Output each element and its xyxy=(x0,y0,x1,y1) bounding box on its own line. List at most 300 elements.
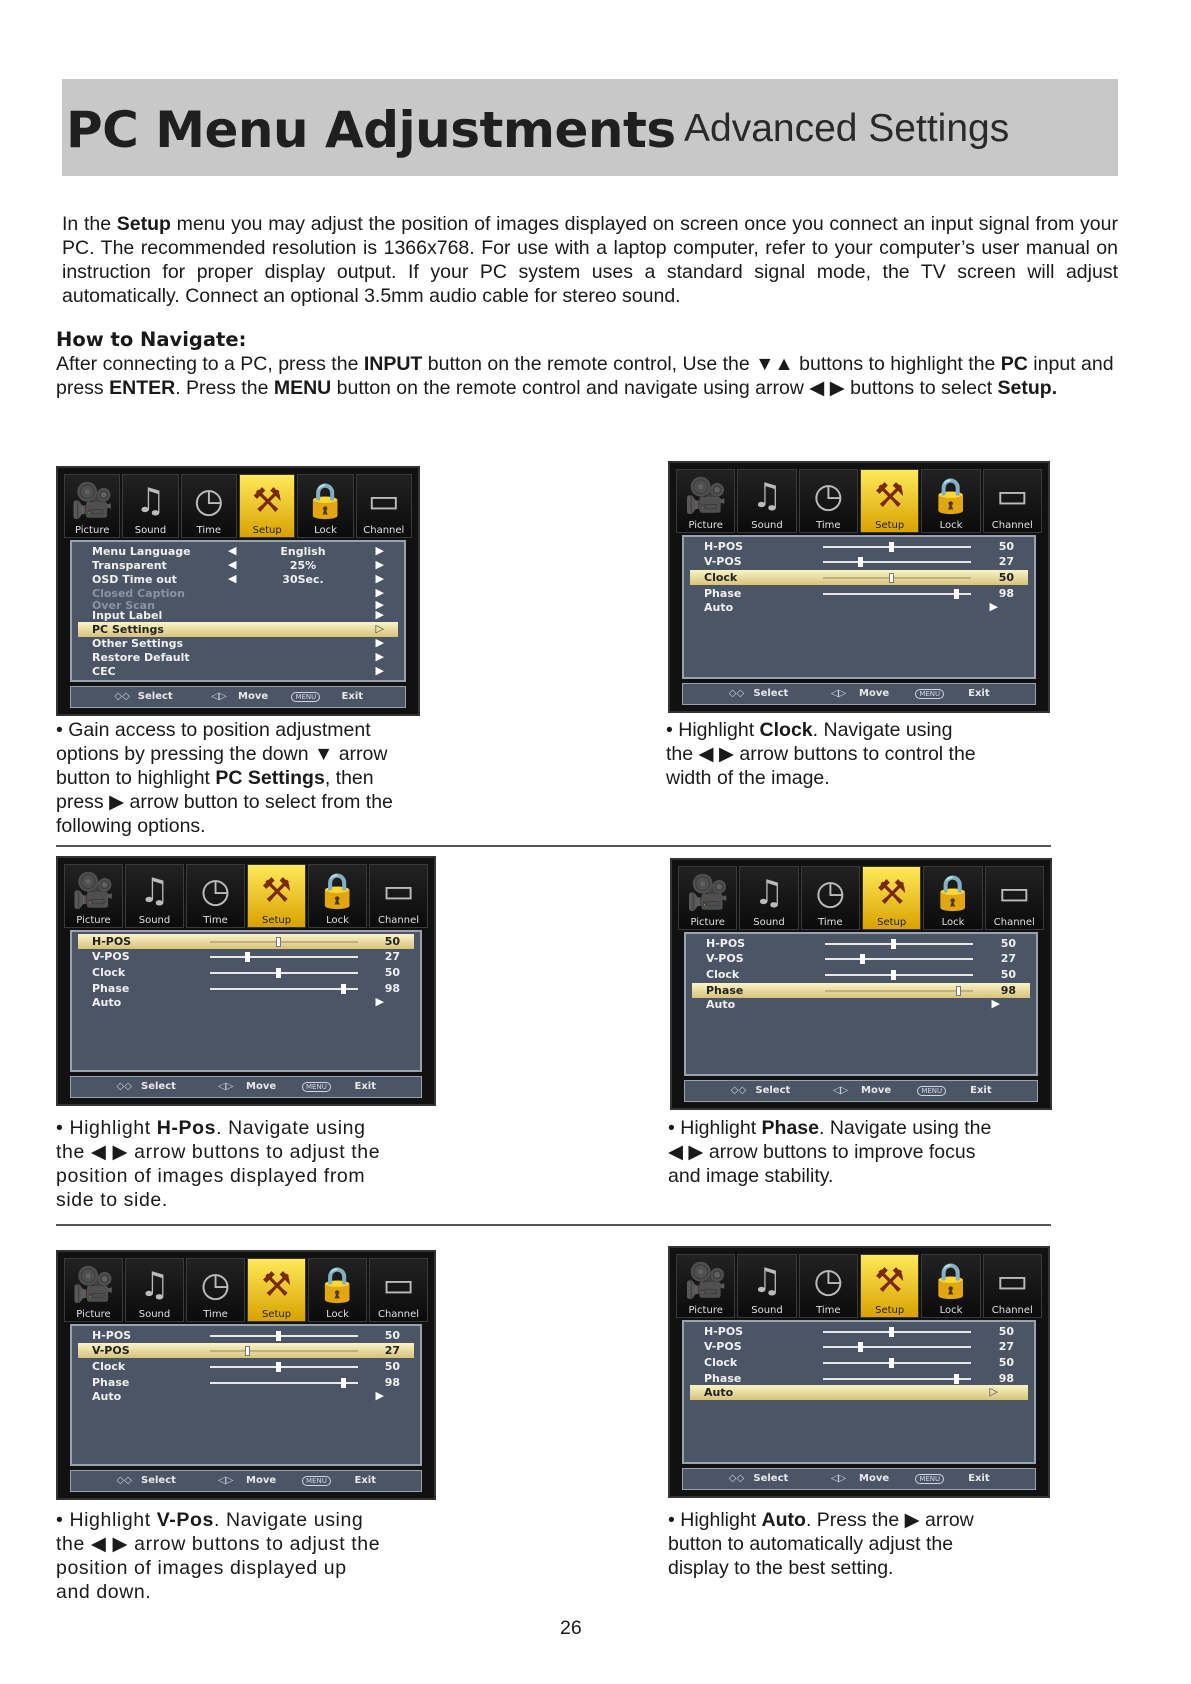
footer-move: Move xyxy=(859,688,890,699)
pc-settings-hpos-screen xyxy=(56,856,436,1106)
clock-row[interactable] xyxy=(78,1359,414,1374)
vpos-row[interactable] xyxy=(692,951,1030,966)
phase-slider-track[interactable] xyxy=(823,593,971,595)
tab-time[interactable] xyxy=(799,1254,858,1318)
footer-select: Select xyxy=(141,1081,176,1092)
hpos-slider-thumb[interactable] xyxy=(891,939,896,949)
tab-channel[interactable] xyxy=(356,474,412,538)
setup-menu-item[interactable] xyxy=(78,636,398,651)
how-to-navigate-text: After connecting to a PC, press the INPUT button on the remote control, Use the ▼▲ buttons to highlight the PC input and press ENTER. Press the MENU button on the remote control and navigate using arrow ◀ ▶ buttons to select Setup. xyxy=(56,353,1114,399)
setup-menu-item-label: CEC xyxy=(92,665,116,678)
auto-row[interactable] xyxy=(692,997,1030,1012)
phase-label: Phase xyxy=(92,1376,130,1389)
right-arrow-icon: ▷ xyxy=(375,622,384,635)
vpos-value: 27 xyxy=(998,1340,1014,1353)
footer-select: Select xyxy=(755,1085,791,1096)
tab-sound[interactable] xyxy=(739,866,798,930)
phase-value: 98 xyxy=(998,1372,1014,1385)
hpos-slider-track[interactable] xyxy=(210,941,358,943)
menu-footer xyxy=(682,683,1036,705)
right-arrow-icon: ▶ xyxy=(991,997,1000,1010)
camera-icon: 🎥 xyxy=(684,1261,727,1301)
setup-menu-item[interactable] xyxy=(78,664,398,679)
clock-value: 50 xyxy=(384,966,400,979)
tab-picture[interactable] xyxy=(676,469,735,533)
tools-icon: ⚒ xyxy=(261,871,292,911)
tab-label: Lock xyxy=(941,917,965,928)
hpos-value: 50 xyxy=(384,935,400,948)
tab-channel[interactable] xyxy=(369,864,428,928)
caption-pc-settings: • Gain access to position adjustment options by pressing the down ▼ arrow button to highlight PC Settings, then press ▶ arrow button to select from the following options. xyxy=(56,719,393,837)
hpos-slider-thumb[interactable] xyxy=(889,1327,894,1337)
hpos-row[interactable] xyxy=(78,934,414,949)
footer-move: Move xyxy=(238,691,269,702)
vpos-slider-track[interactable] xyxy=(210,956,358,958)
vpos-slider-thumb[interactable] xyxy=(858,557,863,567)
tab-time[interactable] xyxy=(186,1258,245,1322)
hpos-value: 50 xyxy=(998,540,1014,553)
tab-sound[interactable] xyxy=(125,1258,184,1322)
setup-menu-item-label: Closed Caption xyxy=(92,587,185,600)
tab-label: Time xyxy=(816,1305,841,1316)
hpos-slider-thumb[interactable] xyxy=(276,937,281,947)
menu-tab-bar xyxy=(64,864,428,928)
clock-slider-track[interactable] xyxy=(210,1366,358,1368)
footer-select: Select xyxy=(137,691,173,702)
phase-row[interactable] xyxy=(692,983,1030,998)
tab-lock[interactable] xyxy=(923,866,982,930)
tab-setup[interactable] xyxy=(239,474,295,538)
move-keys-icon: ◁▷ xyxy=(832,1085,849,1096)
padlock-icon: 🔒 xyxy=(304,481,347,521)
clock-slider-thumb[interactable] xyxy=(889,1358,894,1368)
tab-lock[interactable] xyxy=(921,469,980,533)
menu-key-icon: MENU xyxy=(915,689,944,699)
auto-label: Auto xyxy=(706,998,736,1011)
clock-label: Clock xyxy=(704,1356,738,1369)
page-title: PC Menu Adjustments xyxy=(66,101,676,159)
tab-label: Lock xyxy=(939,520,963,531)
camera-icon: 🎥 xyxy=(684,476,727,516)
auto-label: Auto xyxy=(704,1386,734,1399)
monitor-icon: ▭ xyxy=(996,1261,1029,1301)
music-note-icon: ♫ xyxy=(751,476,783,516)
clock-slider-track[interactable] xyxy=(823,1362,971,1364)
menu-tab-bar xyxy=(676,469,1042,533)
setup-menu-item-label: Over Scan xyxy=(92,599,155,612)
left-arrow-icon: ◀ xyxy=(228,558,237,571)
menu-key-icon: MENU xyxy=(302,1082,331,1092)
right-arrow-icon: ▶ xyxy=(375,650,384,663)
menu-panel xyxy=(682,535,1036,679)
tab-picture[interactable] xyxy=(676,1254,735,1318)
monitor-icon: ▭ xyxy=(367,481,400,521)
phase-slider-track[interactable] xyxy=(210,1382,358,1384)
tab-sound[interactable] xyxy=(125,864,184,928)
clock-label: Clock xyxy=(704,571,738,584)
vpos-slider-thumb[interactable] xyxy=(858,1342,863,1352)
monitor-icon: ▭ xyxy=(382,871,415,911)
tab-label: Setup xyxy=(252,525,282,536)
auto-label: Auto xyxy=(92,1390,122,1403)
clock-value: 50 xyxy=(384,1360,400,1373)
tab-label: Time xyxy=(816,520,841,531)
tab-label: Picture xyxy=(76,1309,111,1320)
vpos-label: V-POS xyxy=(92,1344,130,1357)
pc-settings-phase-screen xyxy=(670,858,1052,1110)
how-to-navigate-heading: How to Navigate: xyxy=(56,328,247,351)
tab-channel[interactable] xyxy=(983,469,1042,533)
hpos-label: H-POS xyxy=(704,540,744,553)
hpos-label: H-POS xyxy=(92,1329,132,1342)
tab-picture[interactable] xyxy=(64,1258,123,1322)
clock-row[interactable] xyxy=(690,1355,1028,1370)
tab-label: Channel xyxy=(363,525,405,536)
tab-picture[interactable] xyxy=(678,866,737,930)
auto-label: Auto xyxy=(704,601,734,614)
tab-label: Picture xyxy=(688,520,723,531)
hpos-row[interactable] xyxy=(78,1328,414,1343)
phase-row[interactable] xyxy=(78,981,414,996)
phase-row[interactable] xyxy=(690,1371,1028,1386)
clock-row[interactable] xyxy=(692,967,1030,982)
padlock-icon: 🔒 xyxy=(931,873,975,913)
right-arrow-icon: ▶ xyxy=(375,608,384,621)
hpos-row[interactable] xyxy=(692,936,1030,951)
footer-move: Move xyxy=(859,1473,890,1484)
monitor-icon: ▭ xyxy=(996,476,1029,516)
tab-label: Setup xyxy=(877,917,907,928)
setup-menu-item[interactable] xyxy=(78,572,398,587)
padlock-icon: 🔒 xyxy=(316,871,359,911)
clock-icon: ◷ xyxy=(200,871,231,911)
tab-lock[interactable] xyxy=(308,864,367,928)
caption-hpos: • Highlight H-Pos. Navigate using the ◀ ▶ arrow buttons to adjust the position of images displayed from side to side. xyxy=(56,1117,381,1211)
caption-vpos: • Highlight V-Pos. Navigate using the ◀ ▶ arrow buttons to adjust the position of images displayed up and down. xyxy=(56,1509,381,1603)
music-note-icon: ♫ xyxy=(753,873,785,913)
menu-tab-bar xyxy=(64,1258,428,1322)
footer-move: Move xyxy=(861,1085,892,1096)
page-number: 26 xyxy=(560,1617,582,1639)
right-arrow-icon: ▶ xyxy=(375,995,384,1008)
vpos-slider-track[interactable] xyxy=(823,1346,971,1348)
clock-value: 50 xyxy=(1000,968,1016,981)
phase-row[interactable] xyxy=(78,1375,414,1390)
footer-exit: Exit xyxy=(354,1475,376,1486)
vpos-row[interactable] xyxy=(690,1339,1028,1354)
tab-channel[interactable] xyxy=(985,866,1044,930)
right-arrow-icon: ▶ xyxy=(375,598,384,611)
menu-panel xyxy=(70,540,406,682)
move-keys-icon: ◁▷ xyxy=(830,688,847,699)
clock-value: 50 xyxy=(998,1356,1014,1369)
divider xyxy=(56,1224,1051,1226)
phase-slider-thumb[interactable] xyxy=(956,986,961,996)
tools-icon: ⚒ xyxy=(876,873,907,913)
left-arrow-icon: ◀ xyxy=(228,544,237,557)
caption-phase: • Highlight Phase. Navigate using the ◀ ▶ arrow buttons to improve focus and image stability. xyxy=(668,1117,992,1187)
clock-row[interactable] xyxy=(690,570,1028,585)
tab-label: Setup xyxy=(261,1309,292,1320)
phase-label: Phase xyxy=(92,982,130,995)
phase-row[interactable] xyxy=(690,586,1028,601)
clock-icon: ◷ xyxy=(193,481,224,521)
footer-move: Move xyxy=(246,1475,277,1486)
tab-label: Channel xyxy=(991,1305,1033,1316)
vpos-slider-track[interactable] xyxy=(823,561,971,563)
tab-channel[interactable] xyxy=(983,1254,1042,1318)
tab-label: Picture xyxy=(690,917,725,928)
setup-menu-item-label: Restore Default xyxy=(92,651,190,664)
tab-label: Channel xyxy=(377,1309,420,1320)
menu-panel xyxy=(70,1324,422,1466)
clock-row[interactable] xyxy=(78,965,414,980)
clock-slider-thumb[interactable] xyxy=(276,968,281,978)
clock-icon: ◷ xyxy=(813,476,844,516)
tab-label: Sound xyxy=(134,525,167,536)
tab-time[interactable] xyxy=(801,866,860,930)
select-keys-icon: ◇◇ xyxy=(116,1475,132,1486)
pc-settings-vpos-screen xyxy=(56,1250,436,1500)
move-keys-icon: ◁▷ xyxy=(830,1473,847,1484)
tab-label: Picture xyxy=(688,1305,723,1316)
divider xyxy=(56,845,1051,847)
hpos-slider-thumb[interactable] xyxy=(889,542,894,552)
setup-menu-item-label: Menu Language xyxy=(92,545,191,558)
menu-key-icon: MENU xyxy=(917,1086,946,1096)
menu-footer xyxy=(70,1076,422,1098)
page-subtitle: Advanced Settings xyxy=(684,107,1010,150)
camera-icon: 🎥 xyxy=(686,873,729,913)
tab-setup[interactable] xyxy=(247,864,306,928)
tab-label: Setup xyxy=(261,915,292,926)
phase-slider-track[interactable] xyxy=(823,1378,971,1380)
clock-slider-thumb[interactable] xyxy=(276,1362,281,1372)
tab-label: Sound xyxy=(138,915,171,926)
vpos-row[interactable] xyxy=(690,554,1028,569)
setup-menu-item-label: Transparent xyxy=(92,559,167,572)
menu-key-icon: MENU xyxy=(915,1474,944,1484)
select-keys-icon: ◇◇ xyxy=(728,688,745,699)
tab-label: Time xyxy=(196,525,222,536)
footer-select: Select xyxy=(753,688,789,699)
tools-icon: ⚒ xyxy=(261,1265,292,1305)
setup-menu-item[interactable] xyxy=(78,650,398,665)
padlock-icon: 🔒 xyxy=(929,476,973,516)
hpos-slider-track[interactable] xyxy=(825,943,973,945)
tab-setup[interactable] xyxy=(860,469,919,533)
right-arrow-icon: ▶ xyxy=(375,1389,384,1402)
pc-settings-auto-screen xyxy=(668,1246,1050,1498)
vpos-value: 27 xyxy=(1000,952,1016,965)
tab-picture[interactable] xyxy=(64,474,120,538)
auto-row[interactable] xyxy=(690,600,1028,615)
tab-lock[interactable] xyxy=(308,1258,367,1322)
footer-exit: Exit xyxy=(970,1085,992,1096)
tools-icon: ⚒ xyxy=(874,1261,905,1301)
menu-footer xyxy=(70,1470,422,1492)
menu-tab-bar xyxy=(676,1254,1042,1318)
clock-slider-thumb[interactable] xyxy=(889,573,894,583)
footer-exit: Exit xyxy=(968,688,990,699)
setup-menu-item-label: OSD Time out xyxy=(92,573,177,586)
footer-exit: Exit xyxy=(968,1473,990,1484)
tab-setup[interactable] xyxy=(860,1254,919,1318)
vpos-value: 27 xyxy=(384,950,400,963)
tab-label: Channel xyxy=(377,915,420,926)
padlock-icon: 🔒 xyxy=(929,1261,973,1301)
camera-icon: 🎥 xyxy=(72,1265,115,1305)
vpos-slider-thumb[interactable] xyxy=(245,952,250,962)
select-keys-icon: ◇◇ xyxy=(116,1081,132,1092)
right-arrow-icon: ▶ xyxy=(375,544,384,557)
setup-menu-item-value: 25% xyxy=(289,559,317,572)
phase-slider-thumb[interactable] xyxy=(341,1378,346,1388)
vpos-label: V-POS xyxy=(704,555,742,568)
monitor-icon: ▭ xyxy=(382,1265,415,1305)
move-keys-icon: ◁▷ xyxy=(218,1081,234,1092)
tab-label: Lock xyxy=(326,915,349,926)
auto-row[interactable] xyxy=(690,1385,1028,1400)
clock-slider-track[interactable] xyxy=(210,972,358,974)
setup-menu-item[interactable] xyxy=(78,558,398,573)
tab-picture[interactable] xyxy=(64,864,123,928)
tab-label: Sound xyxy=(753,917,785,928)
vpos-slider-track[interactable] xyxy=(825,958,973,960)
intro-paragraph: In the Setup menu you may adjust the position of images displayed on screen once you connect an input signal from your PC. The recommended resolution is 1366x768. For use with a laptop computer, refer to your computer’s user manual on instruction for proper display output. If your PC system uses a standard signal mode, the TV screen will adjust automatically. Connect an optional 3.5mm audio cable for stereo sound. xyxy=(62,213,1118,307)
phase-value: 98 xyxy=(384,1376,400,1389)
hpos-value: 50 xyxy=(1000,937,1016,950)
phase-label: Phase xyxy=(704,1372,742,1385)
tab-sound[interactable] xyxy=(122,474,178,538)
phase-slider-track[interactable] xyxy=(210,988,358,990)
tab-label: Time xyxy=(203,915,228,926)
auto-row[interactable] xyxy=(78,1389,414,1404)
auto-label: Auto xyxy=(92,996,122,1009)
vpos-slider-track[interactable] xyxy=(210,1350,358,1352)
right-arrow-icon: ▶ xyxy=(375,664,384,677)
tab-lock[interactable] xyxy=(921,1254,980,1318)
setup-menu-item[interactable] xyxy=(78,622,398,637)
clock-label: Clock xyxy=(92,966,126,979)
tab-time[interactable] xyxy=(799,469,858,533)
tab-label: Time xyxy=(203,1309,228,1320)
phase-slider-thumb[interactable] xyxy=(954,589,959,599)
tab-setup[interactable] xyxy=(862,866,921,930)
tab-sound[interactable] xyxy=(737,469,796,533)
phase-value: 98 xyxy=(1000,984,1016,997)
clock-label: Clock xyxy=(706,968,740,981)
clock-slider-thumb[interactable] xyxy=(891,970,896,980)
clock-slider-track[interactable] xyxy=(825,974,973,976)
hpos-slider-thumb[interactable] xyxy=(276,1331,281,1341)
tab-channel[interactable] xyxy=(369,1258,428,1322)
setup-menu-item-value: 30Sec. xyxy=(282,573,324,586)
menu-footer xyxy=(70,686,406,708)
menu-panel xyxy=(682,1320,1036,1464)
hpos-slider-track[interactable] xyxy=(823,546,971,548)
tab-setup[interactable] xyxy=(247,1258,306,1322)
footer-select: Select xyxy=(753,1473,789,1484)
menu-tab-bar xyxy=(678,866,1044,930)
tab-label: Picture xyxy=(76,915,111,926)
camera-icon: 🎥 xyxy=(72,871,115,911)
music-note-icon: ♫ xyxy=(751,1261,783,1301)
right-arrow-icon: ▶ xyxy=(989,600,998,613)
setup-menu-item-label: Input Label xyxy=(92,609,163,622)
vpos-row[interactable] xyxy=(78,1343,414,1358)
menu-tab-bar xyxy=(64,474,412,538)
hpos-label: H-POS xyxy=(706,937,746,950)
menu-footer xyxy=(682,1468,1036,1490)
auto-row[interactable] xyxy=(78,995,414,1010)
phase-slider-thumb[interactable] xyxy=(341,984,346,994)
menu-panel xyxy=(70,930,422,1072)
footer-move: Move xyxy=(246,1081,277,1092)
phase-label: Phase xyxy=(704,587,742,600)
tab-label: Setup xyxy=(875,520,905,531)
footer-exit: Exit xyxy=(354,1081,376,1092)
hpos-label: H-POS xyxy=(92,935,132,948)
tab-label: Channel xyxy=(993,917,1035,928)
hpos-row[interactable] xyxy=(690,539,1028,554)
hpos-slider-track[interactable] xyxy=(823,1331,971,1333)
clock-label: Clock xyxy=(92,1360,126,1373)
hpos-value: 50 xyxy=(998,1325,1014,1338)
vpos-row[interactable] xyxy=(78,949,414,964)
vpos-label: V-POS xyxy=(706,952,744,965)
hpos-label: H-POS xyxy=(704,1325,744,1338)
tools-icon: ⚒ xyxy=(251,481,283,521)
clock-value: 50 xyxy=(998,571,1014,584)
camera-icon: 🎥 xyxy=(70,481,114,521)
setup-menu-item[interactable] xyxy=(78,544,398,559)
phase-value: 98 xyxy=(384,982,400,995)
padlock-icon: 🔒 xyxy=(316,1265,359,1305)
hpos-value: 50 xyxy=(384,1329,400,1342)
music-note-icon: ♫ xyxy=(139,1265,170,1305)
hpos-row[interactable] xyxy=(690,1324,1028,1339)
tab-time[interactable] xyxy=(186,864,245,928)
phase-slider-thumb[interactable] xyxy=(954,1374,959,1384)
phase-value: 98 xyxy=(998,587,1014,600)
tools-icon: ⚒ xyxy=(874,476,905,516)
vpos-slider-thumb[interactable] xyxy=(245,1346,250,1356)
tab-label: Lock xyxy=(939,1305,963,1316)
monitor-icon: ▭ xyxy=(998,873,1031,913)
music-note-icon: ♫ xyxy=(139,871,170,911)
phase-slider-track[interactable] xyxy=(825,990,973,992)
vpos-slider-thumb[interactable] xyxy=(860,954,865,964)
hpos-slider-track[interactable] xyxy=(210,1335,358,1337)
footer-exit: Exit xyxy=(341,691,364,702)
tab-sound[interactable] xyxy=(737,1254,796,1318)
right-arrow-icon: ▶ xyxy=(375,558,384,571)
tab-label: Channel xyxy=(991,520,1033,531)
tab-label: Lock xyxy=(326,1309,349,1320)
right-arrow-icon: ▶ xyxy=(375,572,384,585)
tab-lock[interactable] xyxy=(297,474,353,538)
tab-label: Time xyxy=(818,917,843,928)
setup-menu-item[interactable] xyxy=(78,608,398,623)
tab-time[interactable] xyxy=(181,474,237,538)
clock-slider-track[interactable] xyxy=(823,577,971,579)
vpos-value: 27 xyxy=(998,555,1014,568)
clock-icon: ◷ xyxy=(200,1265,231,1305)
move-keys-icon: ◁▷ xyxy=(218,1475,234,1486)
right-arrow-icon: ▶ xyxy=(375,636,384,649)
tab-label: Picture xyxy=(74,525,110,536)
